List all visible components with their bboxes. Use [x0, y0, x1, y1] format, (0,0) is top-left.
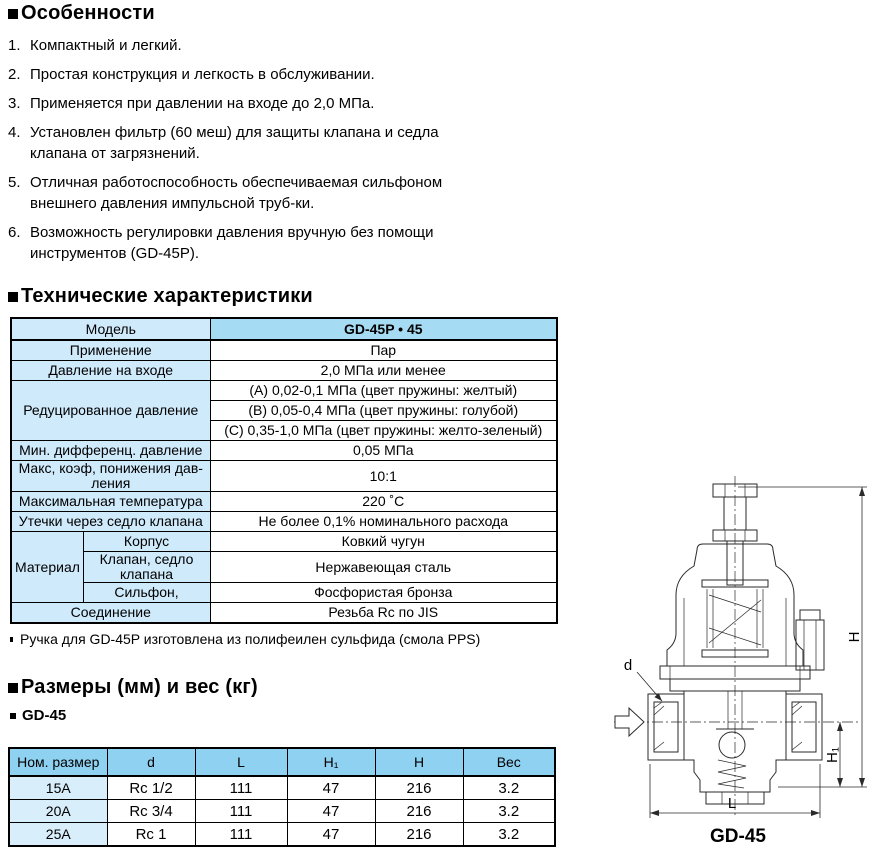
drawing-caption: GD-45 — [710, 826, 766, 847]
list-item — [8, 35, 476, 56]
spec-inlet-value: 2,0 МПа или менее — [210, 361, 557, 381]
cell-h1: 47 — [287, 800, 375, 823]
cell-size: 25A — [9, 823, 107, 847]
table-row — [11, 492, 557, 512]
spec-connection-value: Резьба Rc по JIS — [210, 603, 557, 624]
item-number: 6. — [8, 224, 21, 241]
spec-leakage-label: Утечки через седло клапана — [11, 512, 210, 532]
footnote-text: Ручка для GD-45P изготовлена из полифеилен сульфида (смола PPS) — [20, 631, 481, 647]
dimension-d — [624, 657, 662, 701]
cell-weight: 3.2 — [463, 776, 555, 800]
dimension-h1 — [824, 722, 843, 787]
list-item — [8, 93, 476, 114]
cell-h1: 47 — [287, 776, 375, 800]
spec-application-value: Пар — [210, 340, 557, 361]
table-row — [11, 318, 557, 340]
footnote — [10, 631, 480, 647]
spec-application-label: Применение — [11, 340, 210, 361]
label-l: L — [727, 795, 737, 812]
label-h1: H₁ — [824, 747, 841, 763]
table-row — [11, 552, 557, 583]
table-header-row — [9, 748, 555, 776]
item-text: Установлен фильтр (60 меш) для защиты клапана и седла клапана от загрязнений. — [30, 124, 439, 162]
cell-h: 216 — [375, 800, 463, 823]
label-d: d — [623, 657, 633, 674]
label-h: H — [846, 631, 863, 643]
table-row — [9, 800, 555, 823]
spec-reduced-label: Редуцированное давление — [11, 381, 210, 441]
spec-material-value-0: Ковкий чугун — [210, 532, 557, 552]
spec-maxtemp-value: 220 ˚C — [210, 492, 557, 512]
item-text: Применяется при давлении на входе до 2,0 МПа. — [30, 95, 375, 112]
list-item — [8, 222, 476, 264]
valve-drawing — [610, 440, 872, 849]
flow-arrow-icon — [615, 708, 644, 736]
spec-maxratio-value: 10:1 — [210, 461, 557, 492]
spec-reduced-a: (A) 0,02-0,1 МПа (цвет пружины: желтый) — [210, 381, 557, 401]
cell-l: 111 — [195, 800, 287, 823]
spec-mindiff-label: Мин. дифференц. давление — [11, 441, 210, 461]
table-row — [11, 461, 557, 492]
spec-material-part-2: Сильфон, — [83, 583, 210, 603]
cell-h: 216 — [375, 776, 463, 800]
cell-d: Rc 1 — [107, 823, 195, 847]
item-number: 3. — [8, 95, 21, 112]
specs-title-text: Технические характеристики — [21, 285, 313, 307]
table-row — [11, 361, 557, 381]
dimensions-title-text: Размеры (мм) и вес (кг) — [21, 676, 258, 698]
cell-l: 111 — [195, 823, 287, 847]
square-bullet-icon — [8, 683, 18, 693]
col-header-h: H — [375, 748, 463, 776]
spec-material-part-0: Корпус — [83, 532, 210, 552]
col-header-nominal: Ном. размер — [9, 748, 107, 776]
specs-table — [10, 317, 558, 624]
col-header-weight: Вес — [463, 748, 555, 776]
cell-weight: 3.2 — [463, 800, 555, 823]
table-row — [11, 512, 557, 532]
list-item — [8, 172, 476, 214]
spec-maxratio-label: Макс, коэф, понижения дав-ления — [11, 461, 210, 492]
dimensions-title — [8, 676, 258, 699]
valve-cross-section — [610, 440, 872, 849]
features-list — [8, 35, 476, 264]
square-bullet-icon — [8, 9, 18, 19]
table-row — [11, 532, 557, 552]
table-row — [9, 776, 555, 800]
table-row — [11, 603, 557, 624]
list-item — [8, 122, 476, 164]
side-fitting — [796, 610, 824, 670]
item-number: 2. — [8, 66, 21, 83]
list-item — [8, 64, 476, 85]
cell-d: Rc 3/4 — [107, 800, 195, 823]
features-section — [8, 2, 476, 272]
spec-reduced-c: (C) 0,35-1,0 МПа (цвет пружины: желто-зеленый) — [210, 421, 557, 441]
features-title-text: Особенности — [21, 2, 155, 24]
item-text: Простая конструкция и легкость в обслуживании. — [30, 66, 375, 83]
item-text: Отличная работоспособность обеспечиваемая сильфоном внешнего давления импульсной труб-ки. — [30, 174, 443, 212]
item-number: 4. — [8, 124, 21, 141]
spec-mindiff-value: 0,05 МПа — [210, 441, 557, 461]
table-row — [11, 381, 557, 401]
col-header-h1: H₁ — [287, 748, 375, 776]
table-row — [9, 823, 555, 847]
tick-bullet-icon — [10, 637, 13, 642]
item-number: 1. — [8, 37, 21, 54]
dimensions-subtitle-text: GD-45 — [22, 707, 67, 724]
item-text: Компактный и легкий. — [30, 37, 182, 54]
spec-material-value-2: Фосфористая бронза — [210, 583, 557, 603]
cell-weight: 3.2 — [463, 823, 555, 847]
spec-maxtemp-label: Максимальная температура — [11, 492, 210, 512]
spec-connection-label: Соединение — [11, 603, 210, 624]
table-row — [11, 441, 557, 461]
dimensions-subtitle — [10, 707, 66, 724]
spec-reduced-b: (B) 0,05-0,4 МПа (цвет пружины: голубой) — [210, 401, 557, 421]
item-text: Возможность регулировки давления вручную без помощи инструментов (GD-45P). — [30, 224, 434, 262]
cell-d: Rc 1/2 — [107, 776, 195, 800]
cell-h1: 47 — [287, 823, 375, 847]
spec-model-label: Модель — [11, 318, 210, 340]
spec-material-value-1: Нержавеющая сталь — [210, 552, 557, 583]
cell-size: 20A — [9, 800, 107, 823]
spec-model-value: GD-45P • 45 — [210, 318, 557, 340]
specs-title — [8, 285, 313, 308]
table-row — [11, 583, 557, 603]
dimensions-table — [8, 747, 556, 847]
spec-inlet-label: Давление на входе — [11, 361, 210, 381]
table-row — [11, 340, 557, 361]
item-number: 5. — [8, 174, 21, 191]
col-header-l: L — [195, 748, 287, 776]
small-square-bullet-icon — [10, 713, 16, 719]
cell-size: 15A — [9, 776, 107, 800]
spec-leakage-value: Не более 0,1% номинального расхода — [210, 512, 557, 532]
col-header-d: d — [107, 748, 195, 776]
spec-material-label: Материал — [11, 532, 83, 603]
cell-h: 216 — [375, 823, 463, 847]
cell-l: 111 — [195, 776, 287, 800]
spec-material-part-1: Клапан, седло клапана — [83, 552, 210, 583]
features-title — [8, 2, 476, 25]
square-bullet-icon — [8, 292, 18, 302]
